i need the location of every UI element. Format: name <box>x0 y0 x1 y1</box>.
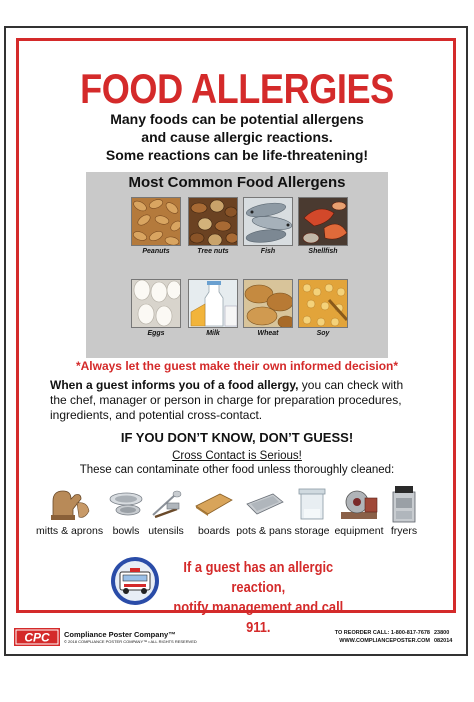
allergen-label: Soy <box>316 330 330 337</box>
logo-text: CPC <box>24 630 50 645</box>
warning-text: *Always let the guest make their own informed decision* <box>75 359 399 373</box>
allergen-eggs <box>131 279 181 339</box>
tool-label: boards <box>197 525 231 537</box>
intro-line-2: and cause allergic reactions. <box>141 129 333 145</box>
allergen-milk <box>188 279 238 339</box>
slicer-icon <box>334 484 384 524</box>
reorder-phone: TO REORDER CALL: 1-800-817-7678 <box>334 630 430 636</box>
tool-label: pots & pans <box>236 525 292 537</box>
shellfish-photo <box>298 197 348 246</box>
emergency-line-1: If a guest has an allergic reaction, <box>183 559 334 596</box>
allergen-soy <box>298 279 348 339</box>
allergen-shellfish <box>298 197 348 257</box>
allergen-label: Shellfish <box>308 248 338 255</box>
utensils-icon <box>146 484 186 524</box>
tool-label: storage <box>294 525 330 537</box>
allergens-panel <box>86 172 388 358</box>
milk-photo <box>188 279 238 328</box>
allergen-label: Peanuts <box>142 248 170 255</box>
copyright: © 2018 COMPLIANCE POSTER COMPANY™ • ALL RIGHTS RESERVED <box>64 639 197 644</box>
allergen-fish <box>243 197 293 257</box>
allergens-heading: Most Common Food Allergens <box>128 174 346 191</box>
website-link[interactable]: WWW.COMPLIANCEPOSTER.COM <box>339 638 430 644</box>
tool-label: utensils <box>148 525 184 537</box>
allergen-tree-nuts <box>188 197 238 257</box>
allergen-label: Fish <box>260 248 276 255</box>
tool-mitts-aprons <box>36 484 102 537</box>
tool-utensils <box>146 484 186 537</box>
sheet-pan-icon <box>236 484 292 524</box>
instructions-lead: When a guest informs you of a food allergy, <box>50 378 299 392</box>
allergen-wheat <box>243 279 293 339</box>
tree-nuts-photo <box>188 197 238 246</box>
intro-text <box>0 110 474 164</box>
allergen-label: Eggs <box>147 330 165 337</box>
intro-line-1: Many foods can be potential allergens <box>110 111 364 127</box>
tool-boards <box>192 484 236 537</box>
tool-pots-pans <box>236 484 292 537</box>
wheat-photo <box>243 279 293 328</box>
tool-label: mitts & aprons <box>36 525 104 537</box>
emergency-notice <box>110 556 374 636</box>
allergen-label: Tree nuts <box>197 248 229 255</box>
product-code: 23800 <box>434 630 450 636</box>
tool-equipment <box>334 484 384 537</box>
peanuts-photo <box>131 197 181 246</box>
oven-mitt-icon <box>36 484 102 524</box>
cross-contact-subtitle: These can contaminate other food unless thoroughly cleaned: <box>79 464 395 476</box>
guess-warning: IF YOU DON’T KNOW, DON’T GUESS! <box>120 430 354 445</box>
footer <box>14 628 462 650</box>
company-name: Compliance Poster Company™ <box>64 630 176 639</box>
allergen-peanuts <box>131 197 181 257</box>
soy-photo <box>298 279 348 328</box>
cpc-logo <box>14 628 60 651</box>
allergen-label: Wheat <box>257 330 279 337</box>
guest-instructions <box>50 378 420 423</box>
bowls-icon <box>106 484 146 524</box>
emergency-vehicle-icon <box>110 556 160 606</box>
cross-contact-title: Cross Contact is Serious! <box>172 450 302 462</box>
page-title: FOOD ALLERGIES <box>80 65 394 112</box>
emergency-line-2: notify management and call 911. <box>173 599 344 636</box>
fryer-icon <box>386 484 422 524</box>
tool-fryers <box>386 484 422 537</box>
tool-bowls <box>106 484 146 537</box>
tool-label: equipment <box>334 525 384 537</box>
cutting-board-icon <box>192 484 236 524</box>
intro-line-3: Some reactions can be life-threatening! <box>105 147 369 163</box>
tool-storage <box>292 484 332 537</box>
tool-label: bowls <box>112 525 140 537</box>
revision-code: 082014 <box>434 638 453 644</box>
emergency-text <box>168 558 349 638</box>
storage-container-icon <box>292 484 332 524</box>
instructions-rest: you can check with the chef, manager or person in charge for preparation procedures, ingredients, and potential cross-contact. <box>50 378 404 422</box>
tool-label: fryers <box>390 525 418 537</box>
allergen-label: Milk <box>206 330 220 337</box>
eggs-photo <box>131 279 181 328</box>
fish-photo <box>243 197 293 246</box>
